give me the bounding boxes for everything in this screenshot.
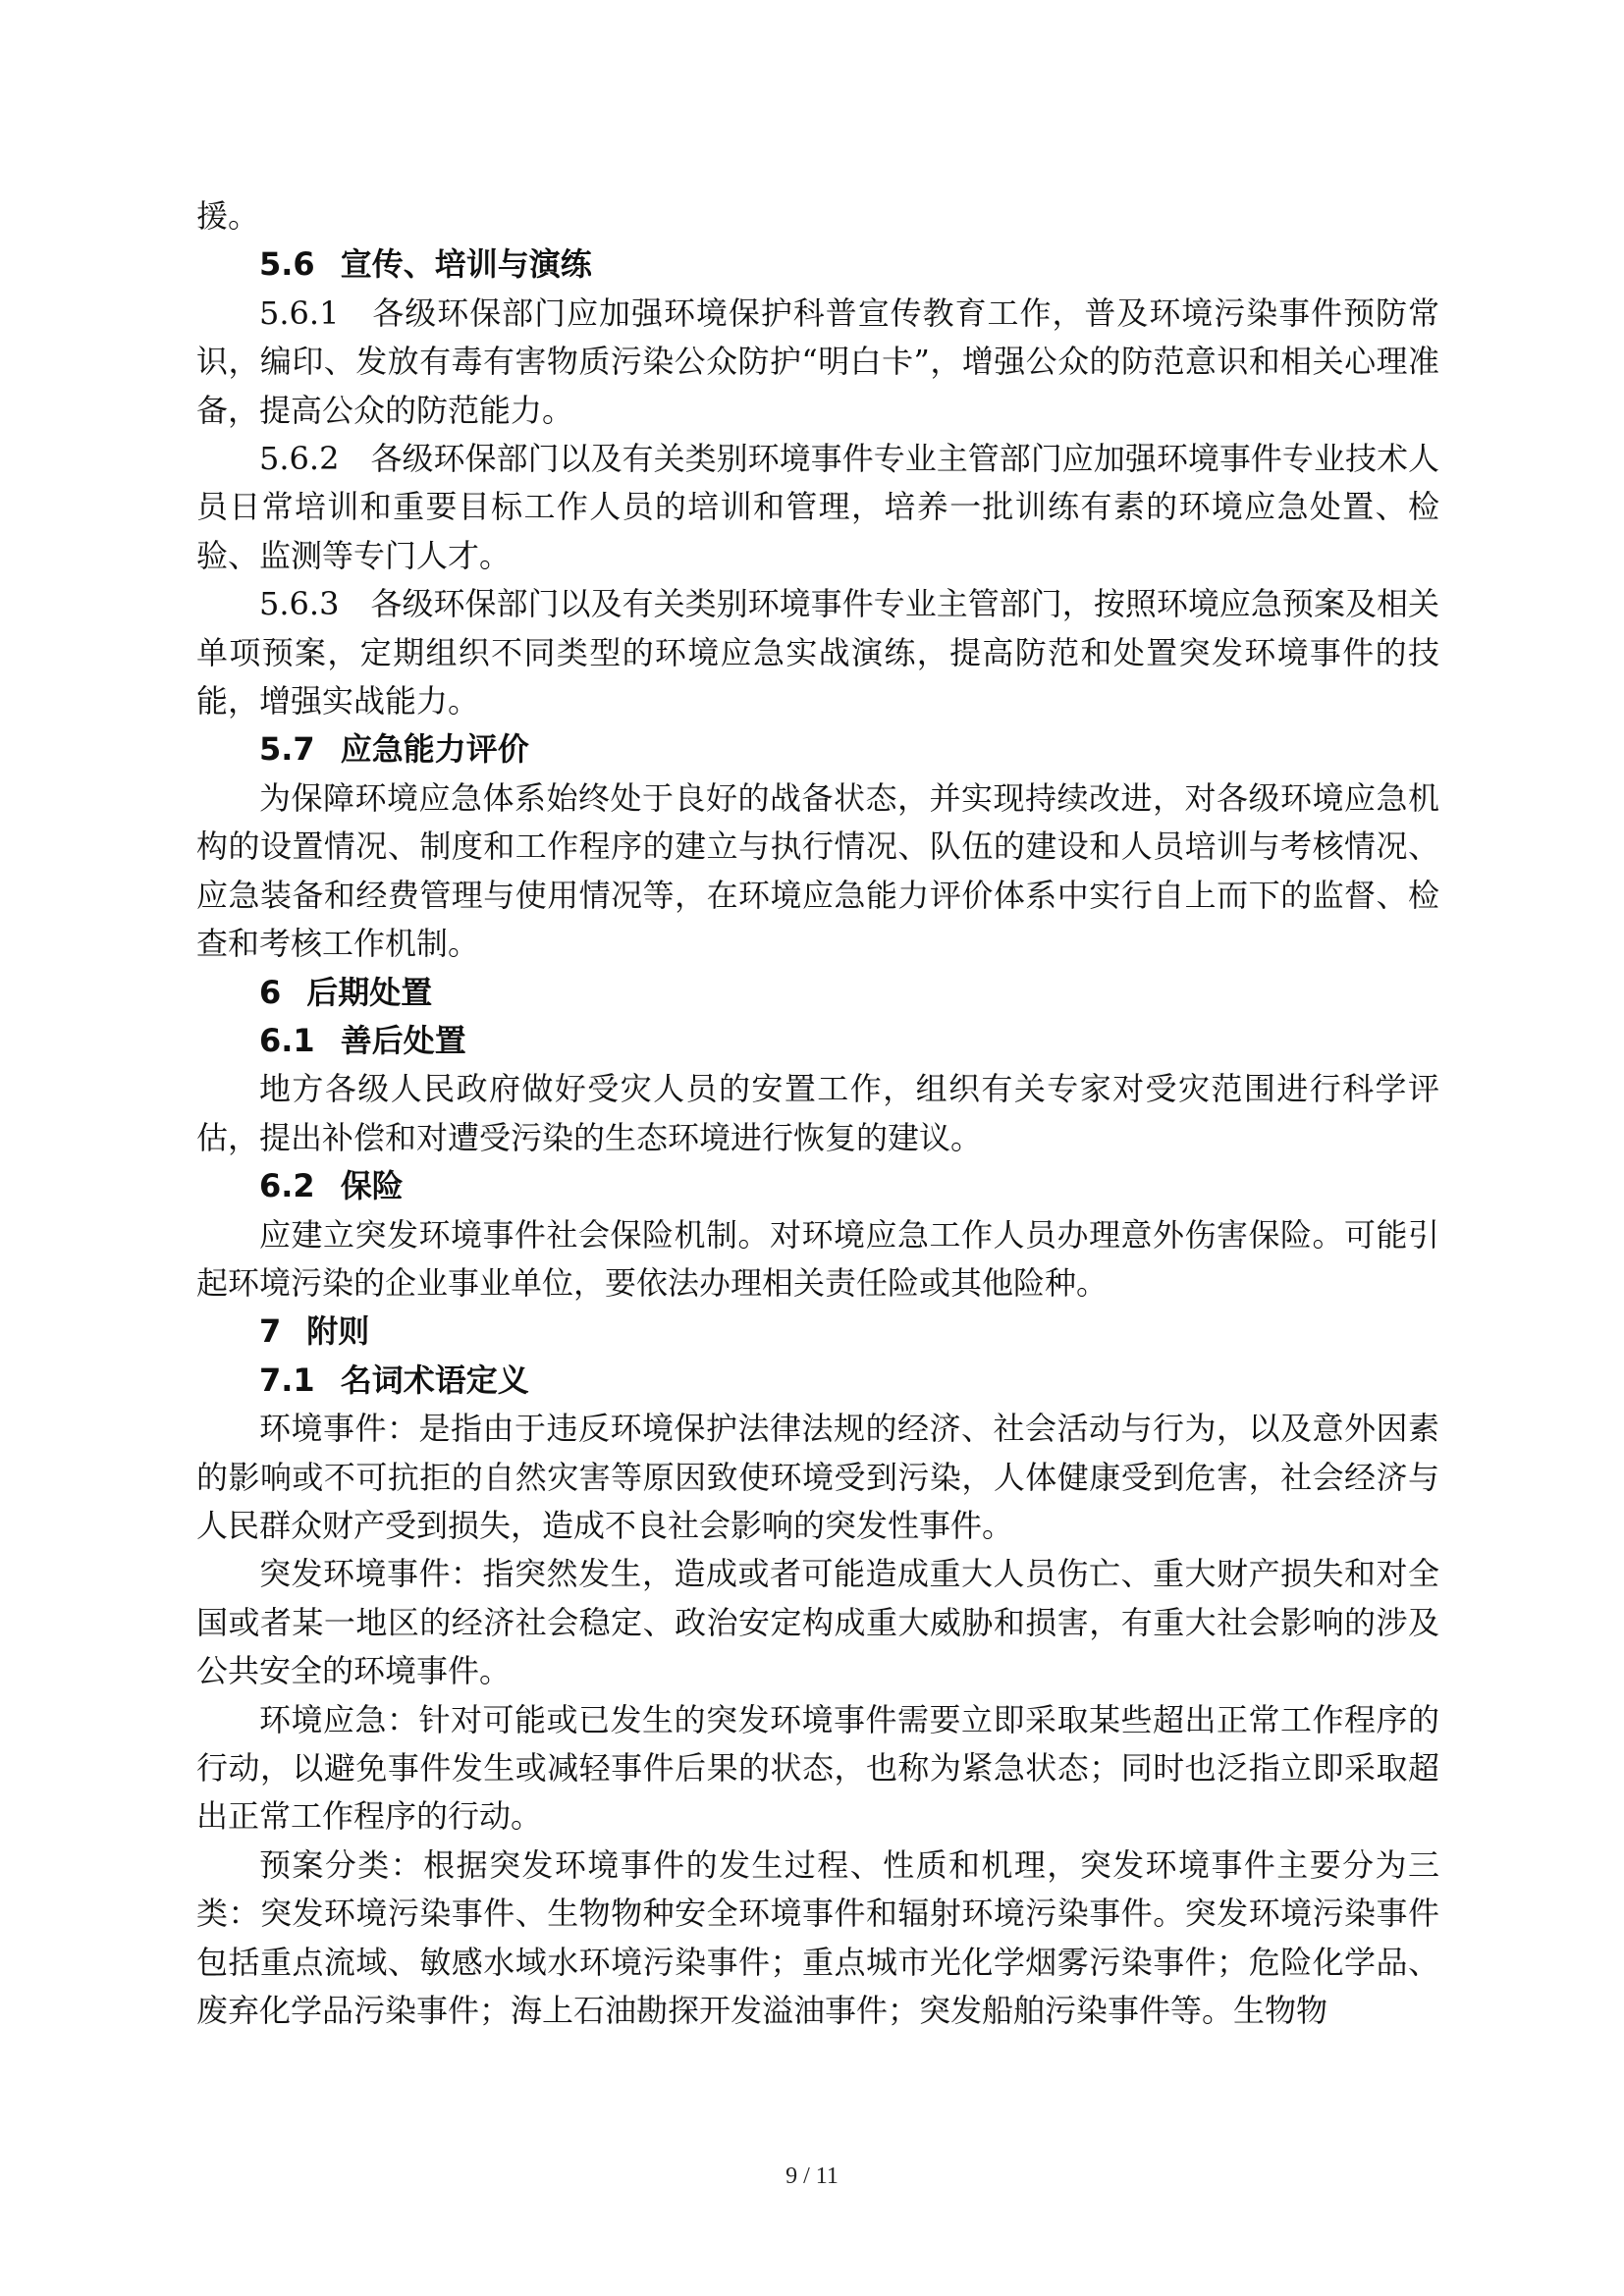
definition-environmental-event: 环境事件：是指由于违反环境保护法律法规的经济、社会活动与行为，以及意外因素的影响或不可抗拒的自然灾害等原因致使环境受到污染，人体健康受到危害，社会经济与人民群众财产受到损失，造成不良社会影响的突发性事件。 (196, 1410, 1439, 1544)
definition-sudden-environmental-event: 突发环境事件：指突然发生，造成或者可能造成重大人员伤亡、重大财产损失和对全国或者某一地区的经济社会稳定、政治安定构成重大威胁和损害，有重大社会影响的涉及公共安全的环境事件。 (196, 1555, 1439, 1690)
paragraph-continuation: 援。 (196, 197, 260, 235)
paragraph-5-6-3: 5.6.3 各级环保部门以及有关类别环境事件专业主管部门，按照环境应急预案及相关单项预案，定期组织不同类型的环境应急实战演练，提高防范和处置突发环境事件的技能，增强实战能力。 (196, 585, 1439, 721)
section-title: 后期处置 (306, 973, 433, 1011)
section-number: 5.6 (259, 245, 315, 284)
section-title: 名词术语定义 (340, 1361, 529, 1399)
definition-environmental-emergency: 环境应急：针对可能或已发生的突发环境事件需要立即采取某些超出正常工作程序的行动，以避免事件发生或减轻事件后果的状态，也称为紧急状态；同时也泛指立即采取超出正常工作程序的行动。 (196, 1700, 1439, 1836)
page-number: 9 / 11 (785, 2163, 839, 2189)
document-page (196, 192, 1439, 2035)
section-heading-7 (196, 1308, 1439, 1356)
section-number: 7 (259, 1312, 282, 1351)
paragraph-5-6-2: 5.6.2 各级环保部门以及有关类别环境事件专业主管部门应加强环境事件专业技术人员日常培训和重要目标工作人员的培训和管理，培养一批训练有素的环境应急处置、检验、监测等专门人才。 (196, 440, 1439, 574)
section-heading-5-7 (196, 725, 1439, 774)
section-title: 附则 (306, 1312, 370, 1351)
section-title: 善后处置 (340, 1021, 466, 1059)
section-number: 6 (259, 973, 282, 1011)
paragraph-5-7: 为保障环境应急体系始终处于良好的战备状态，并实现持续改进，对各级环境应急机构的设置情况、制度和工作程序的建立与执行情况、队伍的建设和人员培训与考核情况、应急装备和经费管理与使用情况等，在环境应急能力评价体系中实行自上而下的监督、检查和考核工作机制。 (196, 778, 1439, 963)
section-number: 6.2 (259, 1167, 315, 1205)
section-heading-7-1 (196, 1357, 1439, 1405)
paragraph-5-6-1: 5.6.1 各级环保部门应加强环境保护科普宣传教育工作，普及环境污染事件预防常识，编印、发放有毒有害物质污染公众防护“明白卡”，增强公众的防范意识和相关心理准备，提高公众的防范能力。 (196, 294, 1439, 429)
section-number: 6.1 (259, 1021, 315, 1059)
definition-plan-classification: 预案分类：根据突发环境事件的发生过程、性质和机理，突发环境事件主要分为三类：突发环境污染事件、生物物种安全环境事件和辐射环境污染事件。突发环境污染事件包括重点流域、敏感水域水环境污染事件；重点城市光化学烟雾污染事件；危险化学品、废弃化学品污染事件；海上石油勘探开发溢油事件；突发船舶污染事件等。生物物 (196, 1845, 1439, 2030)
paragraph-6-2: 应建立突发环境事件社会保险机制。对环境应急工作人员办理意外伤害保险。可能引起环境污染的企业事业单位，要依法办理相关责任险或其他险种。 (196, 1215, 1439, 1302)
section-heading-6-2 (196, 1162, 1439, 1210)
section-heading-6-1 (196, 1017, 1439, 1065)
section-number: 5.7 (259, 730, 315, 769)
section-title: 保险 (340, 1167, 404, 1205)
section-number: 7.1 (259, 1361, 315, 1399)
paragraph-6-1: 地方各级人民政府做好受灾人员的安置工作，组织有关专家对受灾范围进行科学评估，提出补偿和对遭受污染的生态环境进行恢复的建议。 (196, 1070, 1439, 1156)
section-heading-6 (196, 969, 1439, 1017)
section-heading-5-6 (196, 240, 1439, 289)
section-title: 宣传、培训与演练 (340, 245, 592, 284)
section-title: 应急能力评价 (340, 730, 529, 769)
